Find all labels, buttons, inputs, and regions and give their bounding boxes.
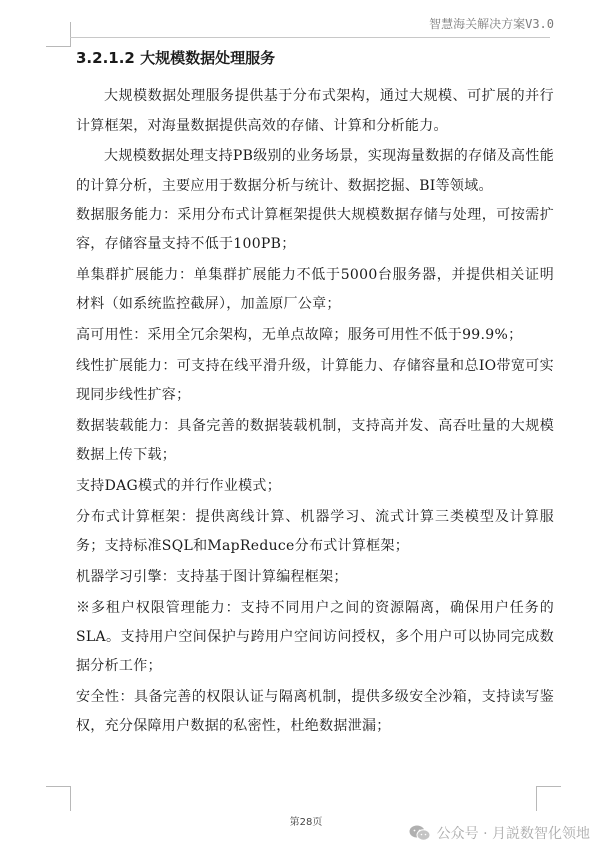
requirement-item: 支持DAG模式的并行作业模式； [76,478,282,494]
requirement-item: 数据服务能力：采用分布式计算框架提供大规模数据存储与处理，可按需扩容，存储容量支持不低于100PB； [76,207,554,252]
wechat-icon [409,824,431,842]
requirement-item: 高可用性：采用全冗余架构，无单点故障；服务可用性不低于99.9%； [76,327,523,343]
crop-mark-bottom-right [536,786,561,811]
watermark [409,823,590,843]
requirement-item: 线性扩展能力：可支持在线平滑升级，计算能力、存储容量和总IO带宽可实现同步线性扩容； [76,358,554,403]
requirement-item: ※多租户权限管理能力：支持不同用户之间的资源隔离，确保用户任务的SLA。支持用户空间保护与跨用户空间访问授权，多个用户可以协同完成数据分析工作； [76,600,554,674]
requirement-item: 单集群扩展能力：单集群扩展能力不低于5000台服务器，并提供相关证明材料（如系统监控截屏），加盖原厂公章； [76,267,554,312]
requirement-item: 数据装载能力：具备完善的数据装载机制，支持高并发、高吞吐量的大规模数据上传下载； [76,418,554,463]
header-divider [70,37,550,38]
crop-mark-bottom-left [46,786,71,811]
document-header-title: 智慧海关解决方案V3.0 [429,17,554,31]
requirement-item: 安全性：具备完善的权限认证与隔离机制，提供多级安全沙箱，支持读写鉴权，充分保障用户数据的私密性，杜绝数据泄漏； [76,689,554,734]
page-number: 第28页 [289,817,323,828]
crop-mark-top-left [46,22,71,47]
requirement-item: 分布式计算框架：提供离线计算、机器学习、流式计算三类模型及计算服务；支持标准SQL和MapReduce分布式计算框架； [76,509,554,554]
requirement-item: 机器学习引擎：支持基于图计算编程框架； [76,569,348,585]
intro-paragraph: 大规模数据处理支持PB级别的业务场景，实现海量数据的存储及高性能的计算分析，主要应用于数据分析与统计、数据挖掘、BI等领域。 [76,148,554,194]
intro-paragraph: 大规模数据处理服务提供基于分布式架构，通过大规模、可扩展的并行计算框架，对海量数据提供高效的存储、计算和分析能力。 [76,88,554,134]
watermark-text: 公众号 · 月説数智化领地 [436,826,590,842]
section-heading: 3.2.1.2 大规模数据处理服务 [76,49,276,67]
page-content [76,48,554,743]
